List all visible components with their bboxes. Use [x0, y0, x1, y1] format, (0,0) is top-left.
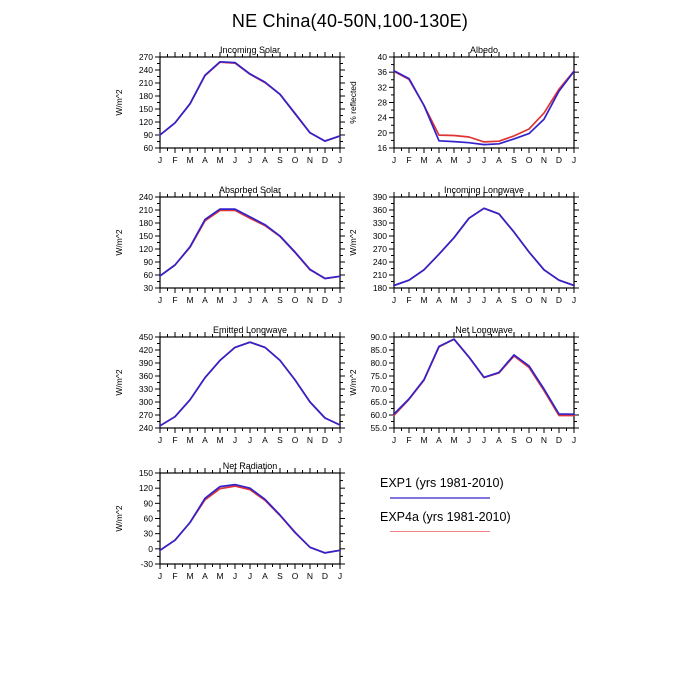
svg-text:D: D [321, 155, 329, 165]
svg-text:J: J [481, 295, 487, 305]
svg-text:J: J [247, 295, 253, 305]
svg-text:A: A [496, 155, 502, 165]
svg-text:A: A [262, 435, 268, 445]
svg-text:J: J [391, 155, 397, 165]
svg-text:N: N [306, 571, 314, 581]
svg-text:A: A [202, 435, 208, 445]
svg-text:M: M [186, 295, 194, 305]
panel-incoming-longwave [344, 185, 609, 325]
svg-text:90: 90 [143, 130, 153, 140]
panel-absorbed-solar [110, 185, 375, 325]
legend-entry-exp4a [380, 510, 540, 533]
svg-text:60: 60 [143, 143, 153, 153]
svg-text:J: J [232, 155, 238, 165]
svg-text:A: A [202, 295, 208, 305]
svg-text:A: A [262, 571, 268, 581]
svg-text:80.0: 80.0 [370, 358, 387, 368]
svg-text:A: A [436, 155, 442, 165]
svg-text:36: 36 [377, 67, 387, 78]
svg-text:O: O [291, 295, 299, 305]
svg-text:M: M [186, 571, 194, 581]
svg-text:A: A [202, 571, 208, 581]
svg-text:330: 330 [372, 218, 387, 228]
svg-text:S: S [511, 155, 517, 165]
svg-text:O: O [525, 295, 533, 305]
svg-text:S: S [277, 435, 283, 445]
svg-text:M: M [216, 571, 224, 581]
svg-text:W/m^2: W/m^2 [114, 229, 124, 256]
svg-text:J: J [157, 155, 163, 165]
svg-text:F: F [406, 435, 412, 445]
svg-text:A: A [202, 155, 208, 165]
svg-text:W/m^2: W/m^2 [348, 369, 358, 396]
svg-text:Absorbed Solar: Absorbed Solar [218, 185, 282, 195]
svg-text:M: M [186, 155, 194, 165]
svg-text:J: J [391, 295, 397, 305]
svg-text:M: M [186, 435, 194, 445]
svg-text:32: 32 [377, 82, 387, 93]
panel-incoming-solar [110, 45, 375, 185]
svg-text:240: 240 [138, 423, 153, 433]
svg-text:M: M [420, 155, 428, 165]
svg-text:60: 60 [143, 270, 153, 280]
svg-text:J: J [571, 295, 577, 305]
svg-text:J: J [337, 155, 343, 165]
svg-text:J: J [157, 435, 163, 445]
svg-text:O: O [291, 435, 299, 445]
svg-text:N: N [540, 435, 548, 445]
svg-text:W/m^2: W/m^2 [348, 229, 358, 256]
svg-text:60.0: 60.0 [370, 410, 387, 420]
svg-text:Emitted Longwave: Emitted Longwave [212, 325, 288, 335]
svg-text:Net Radiation: Net Radiation [222, 461, 278, 471]
svg-text:240: 240 [372, 257, 387, 267]
svg-text:210: 210 [138, 78, 153, 88]
svg-text:J: J [466, 295, 472, 305]
svg-text:90.0: 90.0 [370, 332, 387, 342]
svg-text:150: 150 [138, 104, 153, 114]
svg-text:30: 30 [143, 283, 153, 293]
svg-text:J: J [571, 155, 577, 165]
svg-text:J: J [157, 295, 163, 305]
svg-text:D: D [321, 295, 329, 305]
svg-text:M: M [450, 155, 458, 165]
svg-text:180: 180 [372, 283, 387, 293]
svg-text:S: S [511, 435, 517, 445]
svg-text:J: J [571, 435, 577, 445]
legend-line-exp4a [390, 531, 490, 533]
svg-text:O: O [525, 155, 533, 165]
svg-text:J: J [466, 155, 472, 165]
svg-text:D: D [321, 435, 329, 445]
svg-text:330: 330 [138, 384, 153, 394]
svg-text:270: 270 [372, 244, 387, 254]
legend-line-exp1 [390, 497, 490, 499]
svg-text:270: 270 [138, 410, 153, 420]
svg-text:210: 210 [138, 205, 153, 215]
svg-text:210: 210 [372, 270, 387, 280]
svg-text:120: 120 [138, 244, 153, 254]
panel-net-longwave [344, 325, 609, 465]
svg-text:360: 360 [138, 371, 153, 381]
svg-text:S: S [277, 295, 283, 305]
svg-text:90: 90 [143, 498, 153, 509]
svg-text:J: J [232, 435, 238, 445]
legend-label-exp4a: EXP4a (yrs 1981-2010) [380, 509, 511, 524]
svg-text:A: A [436, 435, 442, 445]
svg-text:F: F [172, 571, 178, 581]
svg-text:360: 360 [372, 205, 387, 215]
svg-text:Incoming Solar: Incoming Solar [219, 45, 281, 55]
svg-text:% reflected: % reflected [348, 81, 358, 124]
svg-text:J: J [232, 571, 238, 581]
figure-title: NE China(40-50N,100-130E) [231, 11, 469, 31]
svg-text:N: N [306, 435, 314, 445]
svg-text:Net Longwave: Net Longwave [455, 325, 513, 335]
legend [380, 476, 540, 543]
svg-text:W/m^2: W/m^2 [114, 505, 124, 532]
svg-text:J: J [247, 435, 253, 445]
svg-text:D: D [555, 435, 563, 445]
svg-text:J: J [157, 571, 163, 581]
svg-text:120: 120 [138, 117, 153, 127]
svg-text:450: 450 [138, 332, 153, 342]
svg-text:Albedo: Albedo [469, 45, 499, 55]
svg-text:A: A [496, 435, 502, 445]
panel-albedo [344, 45, 609, 185]
svg-text:60: 60 [143, 513, 153, 524]
svg-text:O: O [291, 155, 299, 165]
svg-text:N: N [540, 295, 548, 305]
svg-text:J: J [337, 571, 343, 581]
svg-text:F: F [172, 435, 178, 445]
svg-text:A: A [262, 155, 268, 165]
svg-text:180: 180 [138, 218, 153, 228]
svg-text:150: 150 [138, 468, 153, 478]
svg-text:20: 20 [377, 127, 387, 138]
svg-text:D: D [321, 571, 329, 581]
svg-text:J: J [466, 435, 472, 445]
svg-text:J: J [247, 571, 253, 581]
svg-text:240: 240 [138, 65, 153, 75]
svg-text:180: 180 [138, 91, 153, 101]
svg-text:A: A [496, 295, 502, 305]
legend-label-exp1: EXP1 (yrs 1981-2010) [380, 476, 504, 490]
svg-text:M: M [420, 295, 428, 305]
svg-text:M: M [450, 295, 458, 305]
svg-text:J: J [481, 155, 487, 165]
svg-text:J: J [391, 435, 397, 445]
svg-text:-30: -30 [140, 559, 153, 569]
svg-text:F: F [172, 155, 178, 165]
svg-text:65.0: 65.0 [370, 397, 387, 407]
svg-text:300: 300 [372, 231, 387, 241]
svg-text:70.0: 70.0 [370, 384, 387, 394]
svg-text:40: 40 [377, 52, 387, 62]
svg-text:N: N [540, 155, 548, 165]
svg-text:16: 16 [377, 143, 387, 153]
svg-text:F: F [172, 295, 178, 305]
svg-text:A: A [436, 295, 442, 305]
svg-text:240: 240 [138, 192, 153, 202]
svg-text:24: 24 [377, 112, 387, 123]
svg-text:M: M [216, 435, 224, 445]
svg-text:J: J [247, 155, 253, 165]
svg-text:S: S [277, 571, 283, 581]
panel-emitted-longwave [110, 325, 375, 465]
svg-text:M: M [450, 435, 458, 445]
svg-text:Incoming Longwave: Incoming Longwave [443, 185, 525, 195]
svg-text:J: J [232, 295, 238, 305]
svg-text:55.0: 55.0 [370, 423, 387, 433]
svg-text:270: 270 [138, 52, 153, 62]
svg-text:M: M [216, 295, 224, 305]
svg-text:300: 300 [138, 397, 153, 407]
svg-text:O: O [525, 435, 533, 445]
svg-text:390: 390 [372, 192, 387, 202]
svg-text:J: J [481, 435, 487, 445]
svg-text:S: S [511, 295, 517, 305]
svg-text:M: M [420, 435, 428, 445]
svg-text:W/m^2: W/m^2 [114, 369, 124, 396]
svg-text:420: 420 [138, 345, 153, 355]
svg-text:90: 90 [143, 257, 153, 267]
svg-text:30: 30 [143, 528, 153, 539]
svg-text:N: N [306, 155, 314, 165]
svg-text:A: A [262, 295, 268, 305]
svg-text:75.0: 75.0 [370, 371, 387, 381]
svg-text:390: 390 [138, 358, 153, 368]
svg-text:N: N [306, 295, 314, 305]
svg-text:S: S [277, 155, 283, 165]
svg-text:150: 150 [138, 231, 153, 241]
svg-text:28: 28 [377, 97, 387, 108]
svg-text:D: D [555, 155, 563, 165]
legend-entry-exp1 [380, 476, 540, 499]
svg-text:0: 0 [148, 543, 153, 554]
svg-text:J: J [337, 295, 343, 305]
svg-text:85.0: 85.0 [370, 345, 387, 355]
svg-text:M: M [216, 155, 224, 165]
svg-text:F: F [406, 295, 412, 305]
svg-text:W/m^2: W/m^2 [114, 89, 124, 116]
svg-text:J: J [337, 435, 343, 445]
svg-text:120: 120 [138, 483, 153, 494]
panel-net-radiation [110, 461, 375, 601]
svg-text:O: O [291, 571, 299, 581]
svg-text:F: F [406, 155, 412, 165]
svg-text:D: D [555, 295, 563, 305]
